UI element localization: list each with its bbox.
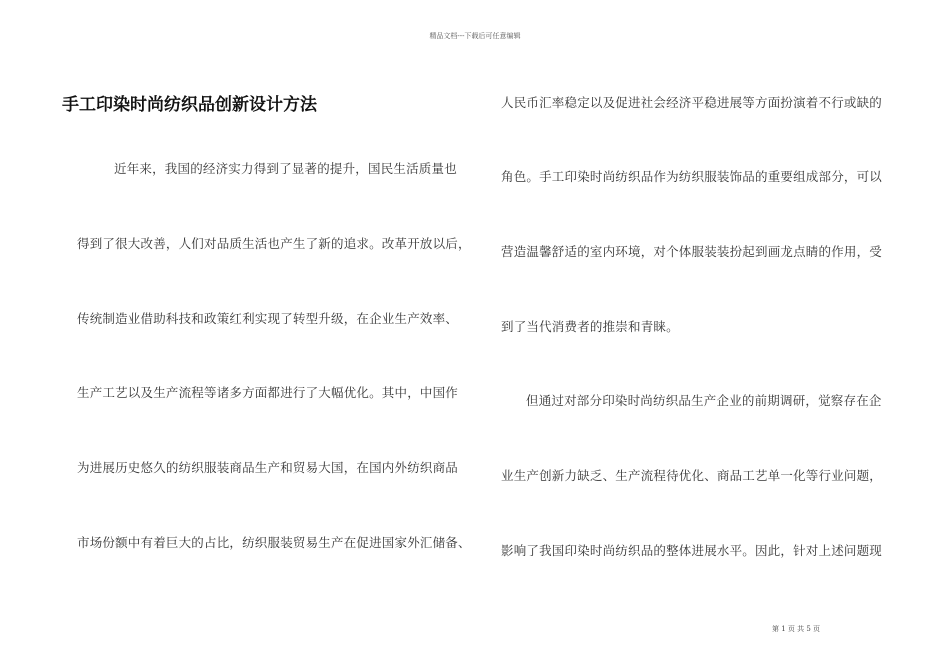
paragraph-line: 传统制造业借助科技和政策红利实现了转型升级，在企业生产效率、 [77, 311, 459, 326]
paragraph-line: 得到了很大改善，人们对品质生活也产生了新的追求。改革开放以后， [77, 236, 471, 251]
paragraph-line: 人民币汇率稳定以及促进社会经济平稳进展等方面扮演着不行或缺的 [501, 95, 883, 110]
document-title: 手工印染时尚纺织品创新设计方法 [62, 95, 317, 115]
paragraph-line: 业生产创新力缺乏、生产流程待优化、商品工艺单一化等行业问题， [501, 468, 883, 483]
paragraph-line: 生产工艺以及生产流程等诸多方面都进行了大幅优化。其中，中国作 [77, 385, 459, 400]
paragraph-line: 到了当代消费者的推崇和青睐。 [501, 319, 679, 334]
paragraph-line: 影响了我国印染时尚纺织品的整体进展水平。因此，针对上述问题现 [501, 543, 883, 558]
page-number: 第 1 页 共 5 页 [772, 625, 821, 633]
paragraph-line: 近年来，我国的经济实力得到了显著的提升，国民生活质量也 [114, 161, 457, 176]
page-header: 精品文档---下载后可任意编辑 [429, 32, 521, 40]
paragraph-line: 但通过对部分印染时尚纺织品生产企业的前期调研，觉察存在企 [526, 393, 882, 408]
paragraph-line: 角色。手工印染时尚纺织品作为纺织服装饰品的重要组成部分，可以 [501, 169, 883, 184]
paragraph-line: 为进展历史悠久的纺织服装商品生产和贸易大国，在国内外纺织商品 [77, 460, 459, 475]
paragraph-line: 营造温馨舒适的室内环境，对个体服装装扮起到画龙点睛的作用，受 [501, 244, 883, 259]
paragraph-line: 市场份额中有着巨大的占比，纺织服装贸易生产在促进国家外汇储备、 [77, 535, 471, 550]
